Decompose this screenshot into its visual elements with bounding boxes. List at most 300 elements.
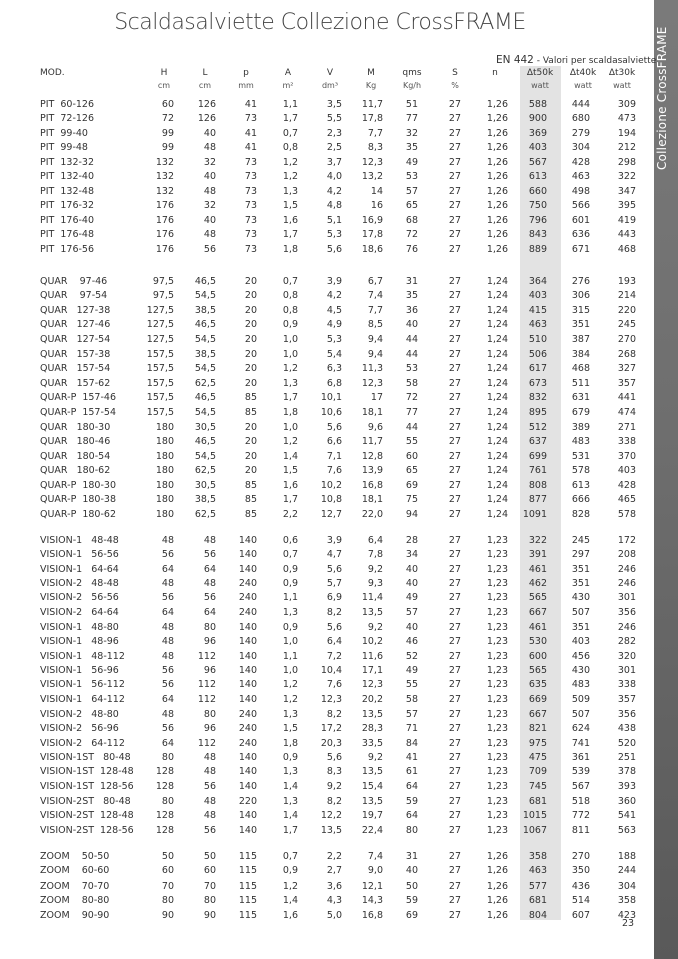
cell-p: 73: [244, 113, 257, 125]
cell-h: 48: [161, 578, 174, 589]
table-row: [0, 450, 654, 463]
cell-t50: 895: [528, 406, 547, 418]
cell-p: 20: [244, 377, 257, 389]
cell-qms: 64: [405, 780, 418, 792]
cell-n: 1,23: [486, 780, 508, 792]
cell-s: 27: [448, 333, 461, 345]
cell-qms: 55: [405, 679, 418, 691]
cell-s: 27: [448, 780, 461, 792]
cell-t50: 475: [528, 752, 547, 763]
table-row: [0, 362, 654, 375]
table-row: [0, 508, 654, 521]
cell-m: 18,6: [361, 243, 383, 255]
cell-s: 27: [448, 127, 461, 139]
cell-p: 73: [244, 185, 257, 197]
cell-v: 2,2: [326, 851, 342, 862]
cell-mod: PIT 72-126: [40, 113, 95, 125]
cell-p: 73: [244, 229, 257, 241]
cell-l: 46,5: [194, 392, 216, 404]
cell-p: 140: [238, 679, 257, 691]
cell-l: 112: [197, 693, 216, 705]
table-row: [0, 170, 654, 183]
cell-m: 16,9: [361, 214, 383, 226]
cell-s: 27: [448, 665, 461, 676]
cell-qms: 75: [405, 494, 418, 506]
cell-m: 17: [370, 392, 383, 404]
cell-t40: 315: [571, 305, 590, 316]
cell-t40: 567: [571, 780, 590, 792]
cell-m: 33,5: [361, 737, 383, 749]
cell-n: 1,26: [486, 214, 508, 226]
cell-t30: 172: [617, 535, 636, 546]
cell-mod: VISION-2ST 128-48: [40, 810, 134, 822]
cell-h: 48: [161, 709, 174, 720]
cell-l: 62,5: [194, 508, 216, 520]
cell-t40: 270: [571, 851, 590, 862]
cell-t50: 462: [528, 578, 547, 589]
cell-t30: 214: [617, 290, 636, 302]
cell-p: 140: [238, 636, 257, 648]
cell-mod: PIT 132-32: [40, 156, 95, 168]
cell-s: 27: [448, 563, 461, 575]
table-row: [0, 621, 654, 634]
cell-l: 48: [203, 229, 216, 241]
cell-s: 27: [448, 99, 461, 110]
cell-p: 85: [244, 480, 257, 491]
table-row: [0, 348, 654, 361]
column-header-v: V: [326, 68, 334, 78]
cell-qms: 40: [405, 563, 418, 575]
cell-m: 6,7: [367, 276, 383, 287]
cell-a: 1,8: [282, 243, 298, 255]
cell-a: 1,0: [282, 636, 298, 648]
cell-mod: PIT 176-56: [40, 243, 95, 255]
cell-qms: 69: [405, 480, 418, 491]
cell-h: 48: [161, 636, 174, 648]
cell-a: 0,7: [282, 549, 298, 561]
cell-t30: 251: [617, 752, 636, 763]
cell-v: 5,7: [326, 578, 342, 589]
cell-n: 1,23: [486, 766, 508, 778]
cell-a: 0,9: [282, 578, 298, 589]
cell-s: 27: [448, 290, 461, 302]
cell-n: 1,23: [486, 810, 508, 822]
cell-n: 1,23: [486, 723, 508, 735]
cell-l: 56: [203, 592, 216, 604]
cell-l: 62,5: [194, 465, 216, 477]
cell-qms: 35: [405, 142, 418, 154]
cell-t50: 900: [528, 113, 547, 125]
cell-s: 27: [448, 450, 461, 462]
cell-v: 2,5: [326, 142, 342, 154]
cell-l: 46,5: [194, 276, 216, 287]
cell-mod: PIT 132-48: [40, 185, 95, 197]
cell-mod: VISION-1ST 128-48: [40, 766, 134, 778]
column-unit-s: %: [451, 81, 459, 90]
cell-p: 73: [244, 156, 257, 168]
column-header-qms: qms: [402, 68, 422, 78]
cell-l: 48: [203, 796, 216, 807]
cell-a: 1,5: [282, 465, 298, 477]
cell-a: 1,1: [282, 99, 298, 110]
cell-l: 90: [203, 909, 216, 921]
cell-t40: 679: [571, 406, 590, 418]
table-row: [0, 391, 654, 404]
cell-v: 2,7: [326, 865, 342, 877]
cell-mod: QUAR-P 157-46: [40, 392, 116, 404]
cell-mod: VISION-1 64-64: [40, 563, 119, 575]
cell-t50: 681: [528, 895, 547, 907]
cell-n: 1,23: [486, 636, 508, 648]
cell-a: 0,7: [282, 851, 298, 862]
cell-p: 73: [244, 171, 257, 183]
column-header-l: L: [202, 68, 208, 78]
cell-t50: 461: [528, 622, 547, 633]
cell-v: 10,2: [320, 480, 342, 491]
cell-m: 8,5: [367, 319, 383, 331]
cell-m: 13,5: [361, 766, 383, 778]
cell-t30: 423: [617, 909, 636, 921]
cell-p: 240: [238, 592, 257, 604]
cell-t30: 356: [617, 709, 636, 720]
cell-l: 30,5: [194, 480, 216, 491]
cell-t50: 364: [528, 276, 547, 287]
cell-l: 126: [197, 99, 216, 110]
table-row: [0, 243, 654, 256]
cell-t50: 877: [528, 494, 547, 506]
cell-mod: QUAR 157-38: [40, 349, 111, 360]
cell-n: 1,26: [486, 865, 508, 877]
cell-m: 13,5: [361, 796, 383, 807]
cell-mod: QUAR 127-54: [40, 333, 111, 345]
cell-v: 4,3: [326, 895, 342, 907]
cell-t50: 510: [528, 333, 547, 345]
cell-t50: 804: [528, 909, 547, 921]
cell-n: 1,26: [486, 229, 508, 241]
cell-s: 27: [448, 480, 461, 491]
cell-l: 40: [203, 127, 216, 139]
cell-n: 1,26: [486, 127, 508, 139]
cell-s: 27: [448, 377, 461, 389]
table-row: [0, 693, 654, 706]
cell-t40: 297: [571, 549, 590, 561]
cell-n: 1,24: [486, 349, 508, 360]
cell-mod: QUAR 97-46: [40, 276, 108, 287]
cell-qms: 31: [405, 276, 418, 287]
cell-p: 140: [238, 824, 257, 836]
cell-t40: 566: [571, 200, 590, 212]
cell-qms: 94: [405, 508, 418, 520]
cell-v: 3,9: [326, 535, 342, 546]
cell-h: 70: [161, 881, 174, 892]
column-unit-qms: Kg/h: [402, 81, 422, 90]
cell-qms: 58: [405, 693, 418, 705]
cell-l: 48: [203, 578, 216, 589]
cell-h: 80: [161, 796, 174, 807]
cell-t40: 624: [571, 723, 590, 735]
cell-t50: 358: [528, 851, 547, 862]
cell-mod: PIT 176-32: [40, 200, 95, 212]
cell-t30: 304: [617, 881, 636, 892]
cell-t30: 338: [617, 436, 636, 448]
cell-l: 70: [203, 881, 216, 892]
cell-a: 1,0: [282, 333, 298, 345]
cell-s: 27: [448, 406, 461, 418]
cell-v: 12,2: [320, 810, 342, 822]
column-unit-v: dm³: [321, 81, 339, 90]
cell-p: 41: [244, 142, 257, 154]
cell-p: 20: [244, 363, 257, 375]
cell-h: 56: [161, 679, 174, 691]
cell-v: 6,3: [326, 363, 342, 375]
cell-a: 0,9: [282, 622, 298, 633]
cell-p: 20: [244, 349, 257, 360]
cell-a: 0,8: [282, 305, 298, 316]
cell-a: 0,8: [282, 290, 298, 302]
cell-m: 13,2: [361, 171, 383, 183]
cell-s: 27: [448, 214, 461, 226]
cell-a: 0,8: [282, 142, 298, 154]
cell-a: 1,2: [282, 679, 298, 691]
cell-p: 20: [244, 333, 257, 345]
cell-h: 80: [161, 895, 174, 907]
cell-t50: 796: [528, 214, 547, 226]
cell-l: 48: [203, 142, 216, 154]
cell-s: 27: [448, 229, 461, 241]
cell-t50: 750: [528, 200, 547, 212]
cell-t50: 635: [528, 679, 547, 691]
cell-v: 7,2: [326, 650, 342, 662]
cell-p: 20: [244, 276, 257, 287]
cell-qms: 35: [405, 290, 418, 302]
cell-t30: 473: [617, 113, 636, 125]
cell-h: 132: [155, 156, 174, 168]
cell-v: 2,3: [326, 127, 342, 139]
cell-t30: 301: [617, 592, 636, 604]
cell-p: 140: [238, 810, 257, 822]
cell-qms: 58: [405, 377, 418, 389]
cell-t40: 483: [571, 679, 590, 691]
cell-t50: 613: [528, 171, 547, 183]
cell-t50: 1067: [522, 824, 547, 836]
cell-l: 38,5: [194, 349, 216, 360]
cell-qms: 68: [405, 214, 418, 226]
cell-t50: 1091: [522, 508, 547, 520]
cell-t50: 565: [528, 665, 547, 676]
cell-t50: 461: [528, 563, 547, 575]
cell-h: 176: [155, 200, 174, 212]
cell-s: 27: [448, 824, 461, 836]
cell-m: 11,7: [361, 436, 383, 448]
cell-h: 157,5: [146, 363, 174, 375]
cell-h: 64: [161, 563, 174, 575]
cell-h: 48: [161, 622, 174, 633]
cell-l: 32: [203, 200, 216, 212]
cell-h: 64: [161, 693, 174, 705]
cell-h: 48: [161, 650, 174, 662]
cell-l: 38,5: [194, 494, 216, 506]
cell-m: 28,3: [361, 723, 383, 735]
cell-v: 4,7: [326, 549, 342, 561]
cell-v: 8,3: [326, 766, 342, 778]
cell-a: 1,2: [282, 171, 298, 183]
cell-p: 140: [238, 650, 257, 662]
cell-t50: 403: [528, 290, 547, 302]
cell-p: 73: [244, 214, 257, 226]
cell-l: 40: [203, 214, 216, 226]
cell-qms: 53: [405, 171, 418, 183]
cell-n: 1,23: [486, 549, 508, 561]
cell-t30: 465: [617, 494, 636, 506]
cell-t30: 271: [617, 422, 636, 433]
table-row: [0, 318, 654, 331]
cell-l: 56: [203, 549, 216, 561]
cell-p: 115: [238, 909, 257, 921]
cell-l: 54,5: [194, 450, 216, 462]
cell-s: 27: [448, 200, 461, 212]
cell-t30: 520: [617, 737, 636, 749]
cell-m: 12,3: [361, 156, 383, 168]
cell-v: 12,3: [320, 693, 342, 705]
cell-t40: 518: [571, 796, 590, 807]
cell-h: 157,5: [146, 392, 174, 404]
cell-s: 27: [448, 693, 461, 705]
cell-p: 20: [244, 305, 257, 316]
cell-h: 176: [155, 229, 174, 241]
cell-l: 54,5: [194, 333, 216, 345]
table-row: [0, 185, 654, 198]
cell-qms: 36: [405, 305, 418, 316]
cell-s: 27: [448, 895, 461, 907]
cell-mod: VISION-1 48-80: [40, 622, 119, 633]
cell-t40: 511: [571, 377, 590, 389]
cell-v: 7,1: [326, 450, 342, 462]
cell-n: 1,24: [486, 392, 508, 404]
cell-v: 8,2: [326, 796, 342, 807]
column-header-t50: Δt50k: [526, 68, 554, 78]
cell-t40: 828: [571, 508, 590, 520]
cell-qms: 61: [405, 766, 418, 778]
cell-p: 20: [244, 450, 257, 462]
cell-qms: 72: [405, 392, 418, 404]
cell-t50: 673: [528, 377, 547, 389]
cell-qms: 72: [405, 229, 418, 241]
cell-a: 1,7: [282, 229, 298, 241]
table-row: [0, 591, 654, 604]
cell-v: 5,4: [326, 349, 342, 360]
column-header-mod: MOD.: [40, 68, 65, 78]
cell-t40: 430: [571, 592, 590, 604]
cell-v: 10,4: [320, 665, 342, 676]
cell-n: 1,24: [486, 290, 508, 302]
cell-m: 16,8: [361, 480, 383, 491]
cell-v: 12,7: [320, 508, 342, 520]
cell-p: 73: [244, 243, 257, 255]
table-row: [0, 435, 654, 448]
table-row: [0, 722, 654, 735]
cell-h: 132: [155, 185, 174, 197]
cell-t30: 245: [617, 319, 636, 331]
cell-mod: ZOOM 50-50: [40, 851, 110, 862]
cell-a: 1,7: [282, 113, 298, 125]
cell-l: 46,5: [194, 436, 216, 448]
cell-a: 0,6: [282, 535, 298, 546]
cell-n: 1,24: [486, 465, 508, 477]
cell-t40: 613: [571, 480, 590, 491]
cell-t30: 357: [617, 693, 636, 705]
cell-a: 1,0: [282, 665, 298, 676]
cell-p: 41: [244, 99, 257, 110]
table-row: [0, 493, 654, 506]
cell-a: 1,3: [282, 709, 298, 720]
table-row: [0, 333, 654, 346]
cell-s: 27: [448, 851, 461, 862]
cell-m: 9,4: [367, 333, 383, 345]
cell-s: 27: [448, 422, 461, 433]
cell-mod: VISION-1 48-48: [40, 535, 119, 546]
cell-l: 50: [203, 851, 216, 862]
cell-a: 0,9: [282, 319, 298, 331]
cell-h: 180: [155, 436, 174, 448]
cell-mod: PIT 176-40: [40, 214, 95, 226]
cell-t50: 415: [528, 305, 547, 316]
cell-t30: 309: [617, 99, 636, 110]
cell-n: 1,26: [486, 243, 508, 255]
cell-qms: 52: [405, 650, 418, 662]
cell-a: 1,1: [282, 650, 298, 662]
cell-m: 18,1: [361, 494, 383, 506]
cell-t30: 541: [617, 810, 636, 822]
cell-t30: 441: [617, 392, 636, 404]
cell-n: 1,23: [486, 622, 508, 633]
cell-s: 27: [448, 622, 461, 633]
cell-a: 1,4: [282, 810, 298, 822]
cell-v: 5,1: [326, 214, 342, 226]
cell-h: 64: [161, 606, 174, 618]
cell-p: 140: [238, 693, 257, 705]
cell-t40: 601: [571, 214, 590, 226]
table-row: [0, 850, 654, 863]
table-row: [0, 563, 654, 576]
cell-t40: 671: [571, 243, 590, 255]
table-row: [0, 479, 654, 492]
cell-m: 19,7: [361, 810, 383, 822]
cell-m: 17,1: [361, 665, 383, 676]
cell-v: 6,6: [326, 436, 342, 448]
cell-t40: 772: [571, 810, 590, 822]
cell-n: 1,24: [486, 494, 508, 506]
standard-note: [496, 54, 656, 66]
cell-m: 12,3: [361, 377, 383, 389]
cell-p: 20: [244, 422, 257, 433]
cell-t50: 637: [528, 436, 547, 448]
cell-t50: 512: [528, 422, 547, 433]
cell-a: 1,2: [282, 436, 298, 448]
cell-m: 11,6: [361, 650, 383, 662]
table-row: [0, 289, 654, 302]
cell-n: 1,24: [486, 363, 508, 375]
cell-p: 240: [238, 723, 257, 735]
cell-t40: 680: [571, 113, 590, 125]
cell-s: 27: [448, 305, 461, 316]
cell-a: 0,9: [282, 752, 298, 763]
cell-mod: QUAR-P 180-38: [40, 494, 116, 506]
cell-a: 1,4: [282, 780, 298, 792]
cell-n: 1,23: [486, 752, 508, 763]
cell-l: 48: [203, 185, 216, 197]
cell-m: 13,5: [361, 606, 383, 618]
cell-a: 1,4: [282, 450, 298, 462]
